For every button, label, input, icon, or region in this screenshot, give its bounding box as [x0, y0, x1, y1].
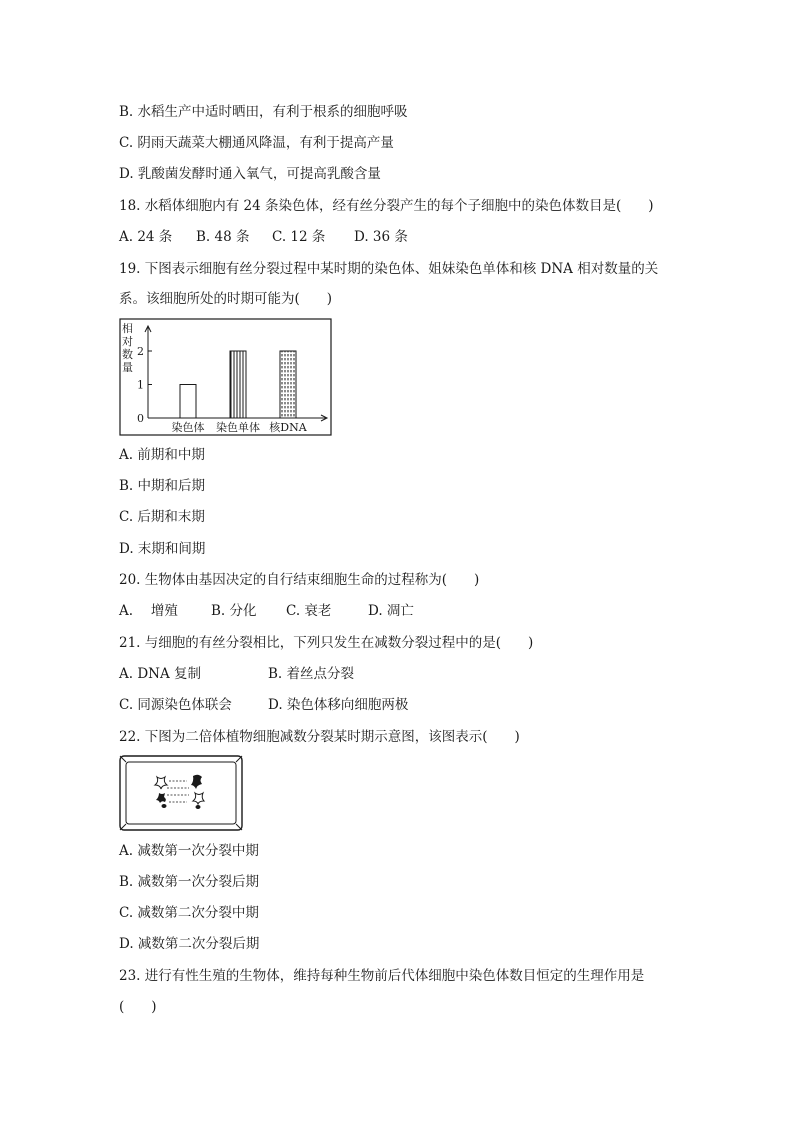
- chromosome-icon: [193, 793, 204, 804]
- q19-option-b: B. 中期和后期: [119, 478, 206, 494]
- q20-option-d: D. 凋亡: [368, 603, 414, 619]
- q20-option-c: C. 衰老: [286, 603, 332, 619]
- chromosome-icon: [155, 777, 167, 789]
- q20-option-a: A. 增殖: [119, 603, 178, 619]
- q22-option-a: A. 减数第一次分裂中期: [119, 843, 259, 859]
- corner-line: [120, 756, 126, 762]
- chromosome-group-right: [191, 775, 204, 809]
- q17-option-b: B. 水稻生产中适时晒田，有利于根系的细胞呼吸: [119, 104, 408, 120]
- q21-option-d: D. 染色体移向细胞两极: [268, 697, 409, 713]
- q23-stem-line1: 23. 进行有性生殖的生物体，维持每种生物前后代体细胞中染色体数目恒定的生理作用是: [119, 968, 645, 984]
- category-label: 核DNA: [269, 421, 307, 434]
- chromosome-icon: [191, 775, 202, 789]
- category-label: 染色体: [171, 421, 205, 434]
- corner-line: [236, 756, 242, 762]
- ylabel-char-2: 对: [122, 335, 133, 348]
- ylabel-char-1: 相: [122, 322, 133, 335]
- q21-option-c: C. 同源染色体联会: [119, 697, 232, 713]
- q19-stem-line2: 系。该细胞所处的时期可能为( ): [119, 291, 333, 307]
- chromosome-group-left: [155, 777, 167, 808]
- q23-stem-line2: ( ): [119, 999, 157, 1015]
- q17-option-d: D. 乳酸菌发酵时通入氧气，可提高乳酸含量: [119, 166, 381, 182]
- ytick-label: 2: [137, 345, 144, 358]
- q18-option-a: A. 24 条: [119, 229, 173, 245]
- category-label: 染色单体: [216, 421, 260, 434]
- q19-option-a: A. 前期和中期: [119, 447, 205, 463]
- q22-option-b: B. 减数第一次分裂后期: [119, 874, 260, 890]
- chart-categories: [172, 420, 308, 434]
- q22-stem: 22. 下图为二倍体植物细胞减数分裂某时期示意图，该图表示( ): [119, 729, 520, 745]
- q19-option-c: C. 后期和末期: [119, 509, 205, 525]
- ytick-label: 0: [137, 412, 144, 425]
- q22-option-c: C. 减数第二次分裂中期: [119, 905, 259, 921]
- q22-option-d: D. 减数第二次分裂后期: [119, 936, 260, 952]
- bar-2: [230, 351, 246, 418]
- q19-stem-line1: 19. 下图表示细胞有丝分裂过程中某时期的染色体、姐妹染色单体和核 DNA 相对数量的关: [119, 261, 659, 277]
- spindle-fibers: [167, 781, 189, 802]
- q19-option-d: D. 末期和间期: [119, 541, 206, 557]
- q18-stem: 18. 水稻体细胞内有 24 条染色体，经有丝分裂产生的每个子细胞中的染色体数目是( ): [119, 198, 654, 214]
- bar-1: [180, 385, 196, 419]
- chart-bars: [180, 351, 296, 418]
- q21-option-a: A. DNA 复制: [119, 666, 202, 682]
- cell-wall-inner: [126, 762, 236, 824]
- q18-option-c: C. 12 条: [272, 229, 326, 245]
- q20-option-b: B. 分化: [211, 603, 257, 619]
- cell-wall-outer: [120, 756, 242, 830]
- q21-stem: 21. 与细胞的有丝分裂相比，下列只发生在减数分裂过程中的是( ): [119, 635, 534, 651]
- cell-diagram-svg: [119, 755, 243, 831]
- chromosome-icon: [156, 793, 166, 803]
- q19-bar-chart: [119, 318, 333, 438]
- bar-3: [280, 351, 296, 418]
- chromosome-icon: [162, 804, 167, 808]
- q17-option-c: C. 阴雨天蔬菜大棚通风降温，有利于提高产量: [119, 135, 394, 151]
- corner-line: [236, 824, 242, 830]
- chart-yticks: [137, 345, 152, 425]
- corner-line: [120, 824, 126, 830]
- ytick-label: 1: [137, 378, 144, 392]
- q21-option-b: B. 着丝点分裂: [268, 666, 355, 682]
- chromosome-icon: [196, 805, 201, 809]
- chart-ylabel: [122, 321, 133, 374]
- ylabel-char-3: 数: [122, 348, 133, 361]
- chart-svg: [119, 318, 333, 438]
- q22-cell-diagram: [119, 755, 243, 831]
- q20-stem: 20. 生物体由基因决定的自行结束细胞生命的过程称为( ): [119, 572, 480, 588]
- ylabel-char-4: 量: [122, 361, 133, 374]
- q18-option-d: D. 36 条: [354, 229, 408, 245]
- q18-option-b: B. 48 条: [196, 229, 250, 245]
